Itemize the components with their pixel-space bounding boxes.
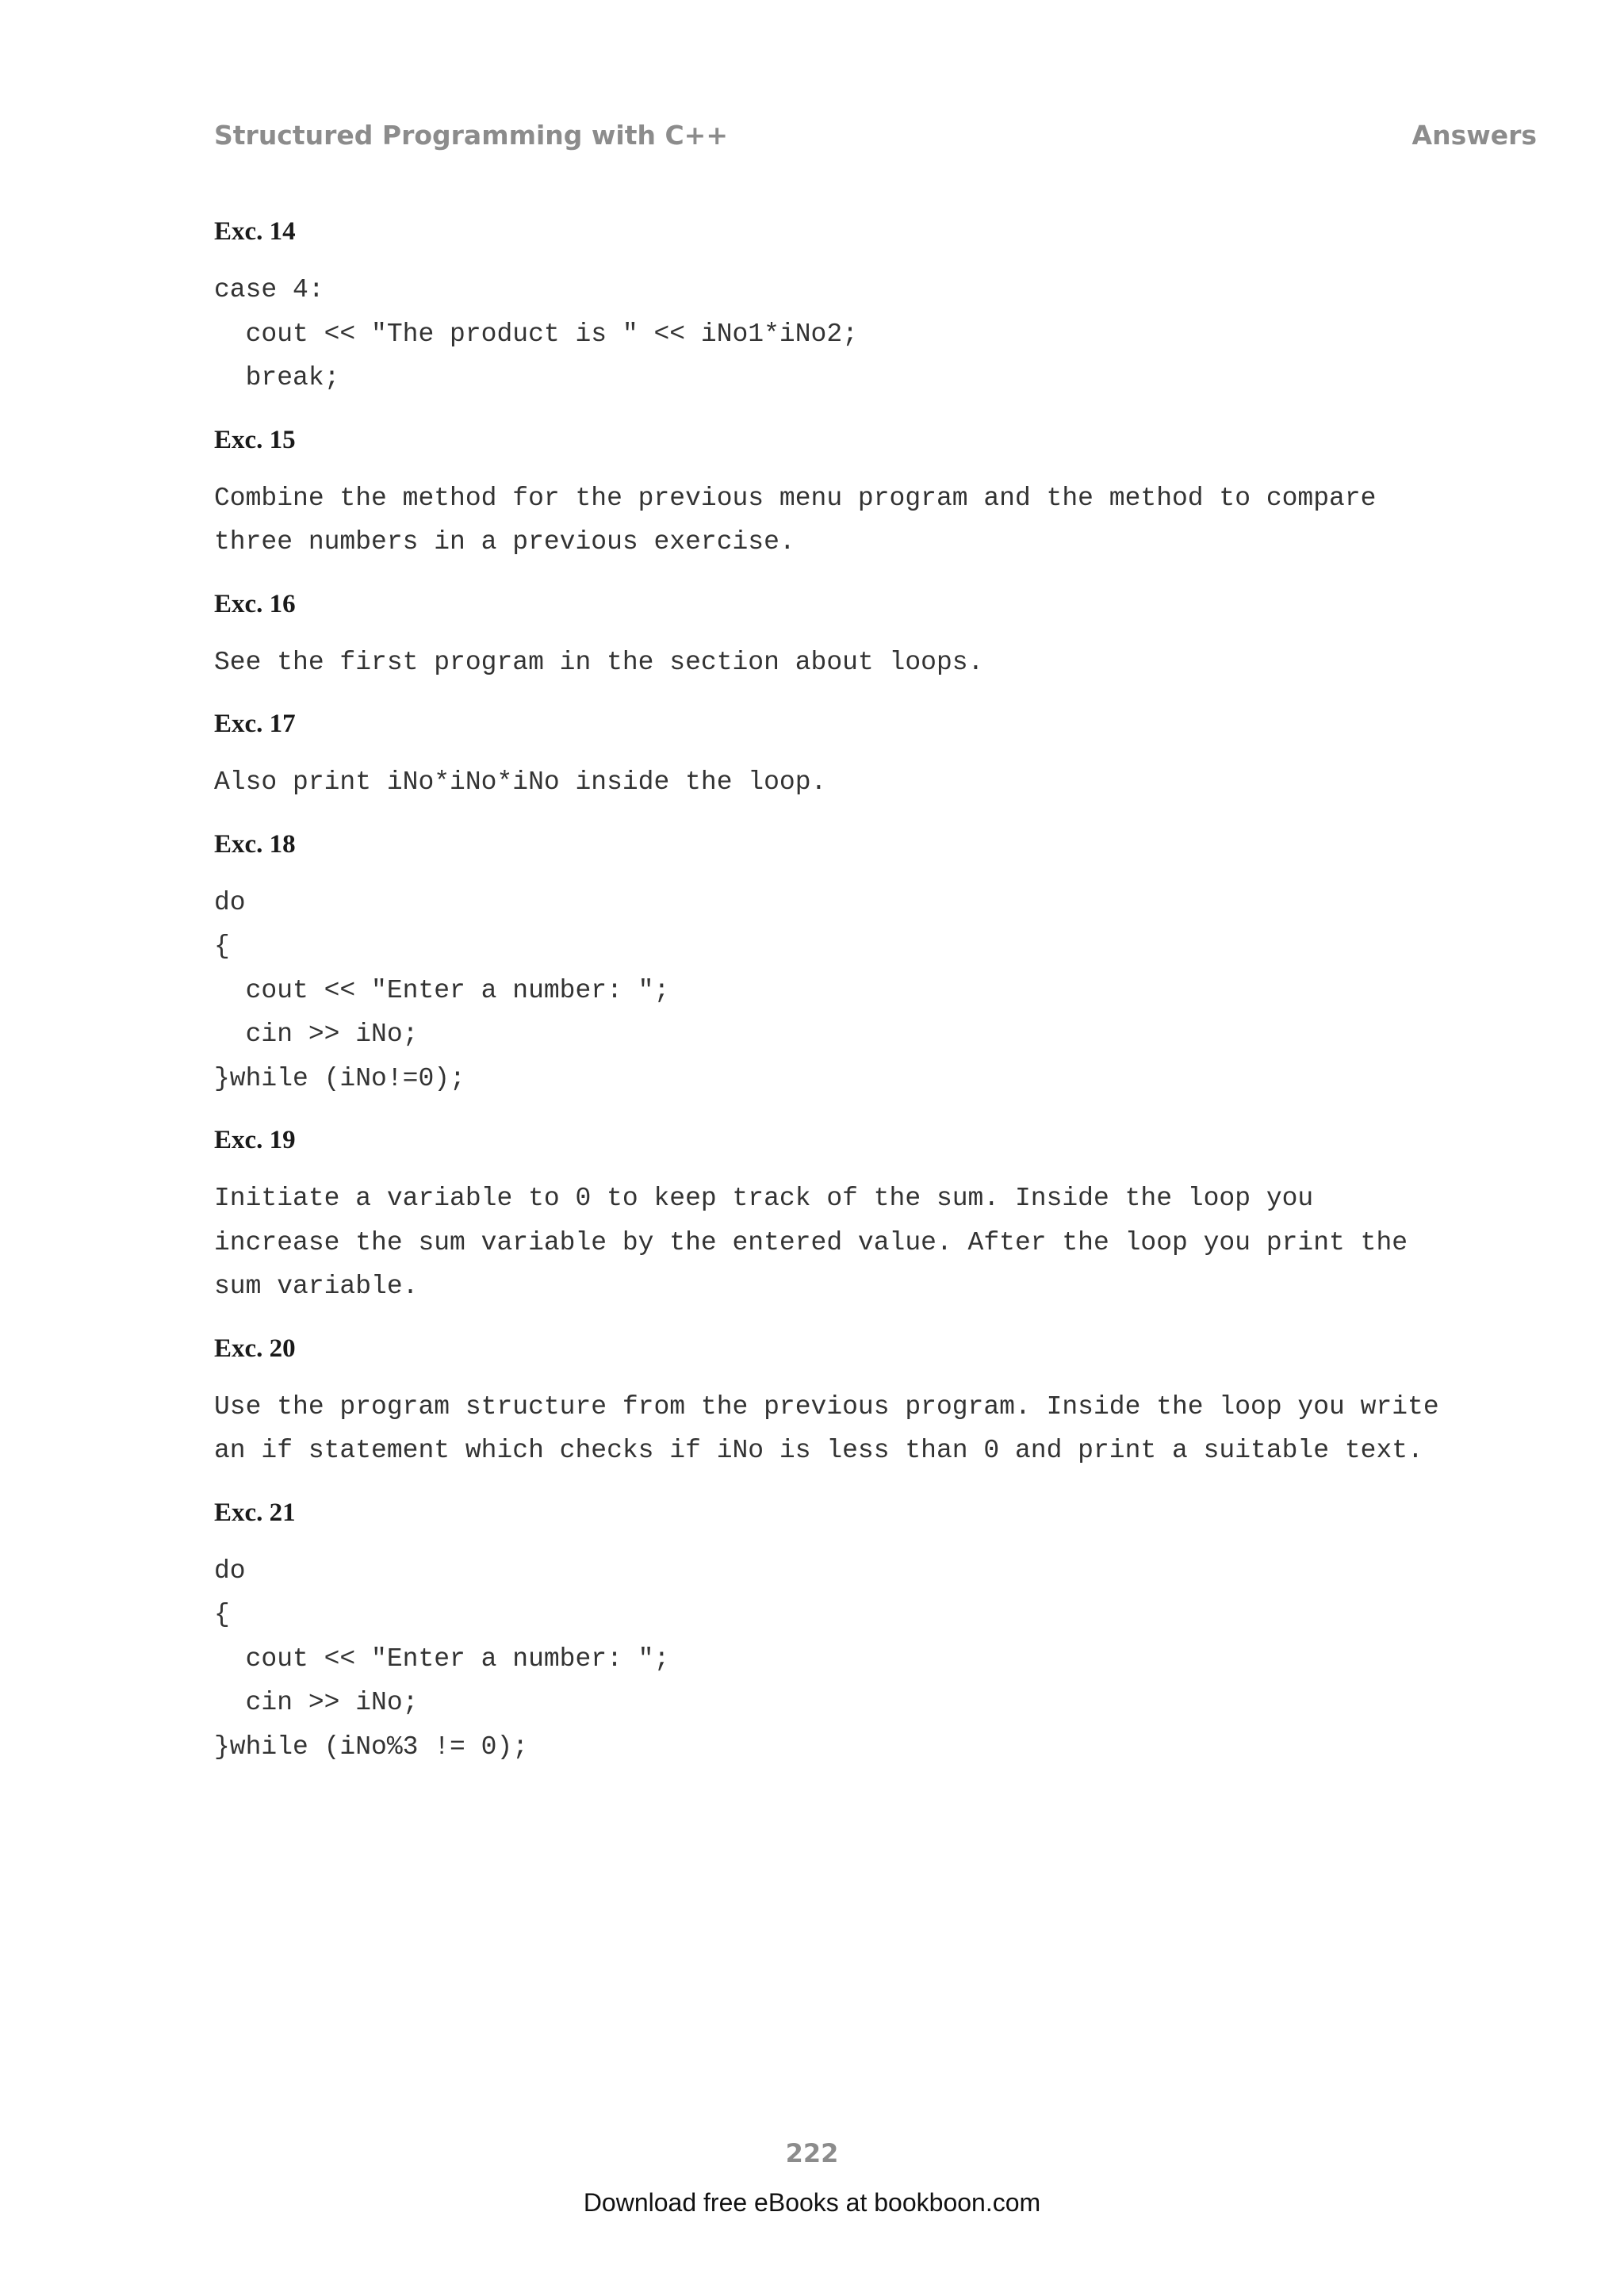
text-line: See the first program in the section about loops. xyxy=(214,647,984,677)
exercise-section xyxy=(214,1489,1554,1770)
exercise-section xyxy=(214,821,1554,1101)
code-line: do xyxy=(214,1556,246,1586)
exercise-section xyxy=(214,1325,1554,1473)
exercise-heading: Exc. 14 xyxy=(214,217,296,246)
answer-text xyxy=(214,1177,1554,1309)
page-number: 222 xyxy=(785,2138,839,2168)
text-line: three numbers in a previous exercise. xyxy=(214,527,795,557)
exercise-section xyxy=(214,700,1554,805)
code-line: cin >> iNo; xyxy=(214,1688,419,1717)
section-title: Answers xyxy=(1411,119,1537,151)
code-line: cout << "Enter a number: "; xyxy=(214,975,670,1005)
code-line: cin >> iNo; xyxy=(214,1020,419,1049)
text-line: Combine the method for the previous menu program and the method to compare xyxy=(214,483,1377,513)
code-line: }while (iNo%3 != 0); xyxy=(214,1732,529,1762)
answer-text xyxy=(214,641,1554,685)
exercise-heading: Exc. 20 xyxy=(214,1334,296,1363)
book-title: Structured Programming with C++ xyxy=(214,119,728,151)
exercise-section xyxy=(214,580,1554,685)
exercise-section xyxy=(214,416,1554,564)
code-line: }while (iNo!=0); xyxy=(214,1063,465,1093)
footer-download-note: Download free eBooks at bookboon.com xyxy=(583,2188,1041,2217)
exercise-heading: Exc. 19 xyxy=(214,1126,296,1154)
exercise-heading: Exc. 21 xyxy=(214,1498,296,1527)
answer-text xyxy=(214,476,1554,564)
code-block xyxy=(214,881,1554,1101)
exercise-heading: Exc. 15 xyxy=(214,425,296,454)
exercise-heading: Exc. 18 xyxy=(214,829,296,859)
code-line: case 4: xyxy=(214,275,324,304)
code-line: cout << "The product is " << iNo1*iNo2; xyxy=(214,319,858,349)
answer-text xyxy=(214,1385,1554,1473)
code-line: do xyxy=(214,887,246,917)
code-line: break; xyxy=(214,363,340,392)
text-line: Also print iNo*iNo*iNo inside the loop. xyxy=(214,767,827,797)
code-line: { xyxy=(214,932,230,961)
text-line: Initiate a variable to 0 to keep track of the sum. Inside the loop you xyxy=(214,1184,1314,1213)
answers-content xyxy=(214,208,1554,1785)
code-line: cout << "Enter a number: "; xyxy=(214,1644,670,1674)
exercise-section xyxy=(214,1116,1554,1309)
exercise-section xyxy=(214,208,1554,400)
exercise-heading: Exc. 16 xyxy=(214,589,296,618)
code-block xyxy=(214,1549,1554,1770)
text-line: increase the sum variable by the entered value. After the loop you print the xyxy=(214,1227,1408,1257)
code-block xyxy=(214,268,1554,400)
text-line: an if statement which checks if iNo is less than 0 and print a suitable text. xyxy=(214,1436,1423,1465)
answer-text xyxy=(214,760,1554,805)
text-line: sum variable. xyxy=(214,1272,419,1301)
running-header xyxy=(214,111,1537,159)
exercise-heading: Exc. 17 xyxy=(214,710,296,738)
code-line: { xyxy=(214,1600,230,1629)
text-line: Use the program structure from the previous program. Inside the loop you write xyxy=(214,1391,1439,1422)
